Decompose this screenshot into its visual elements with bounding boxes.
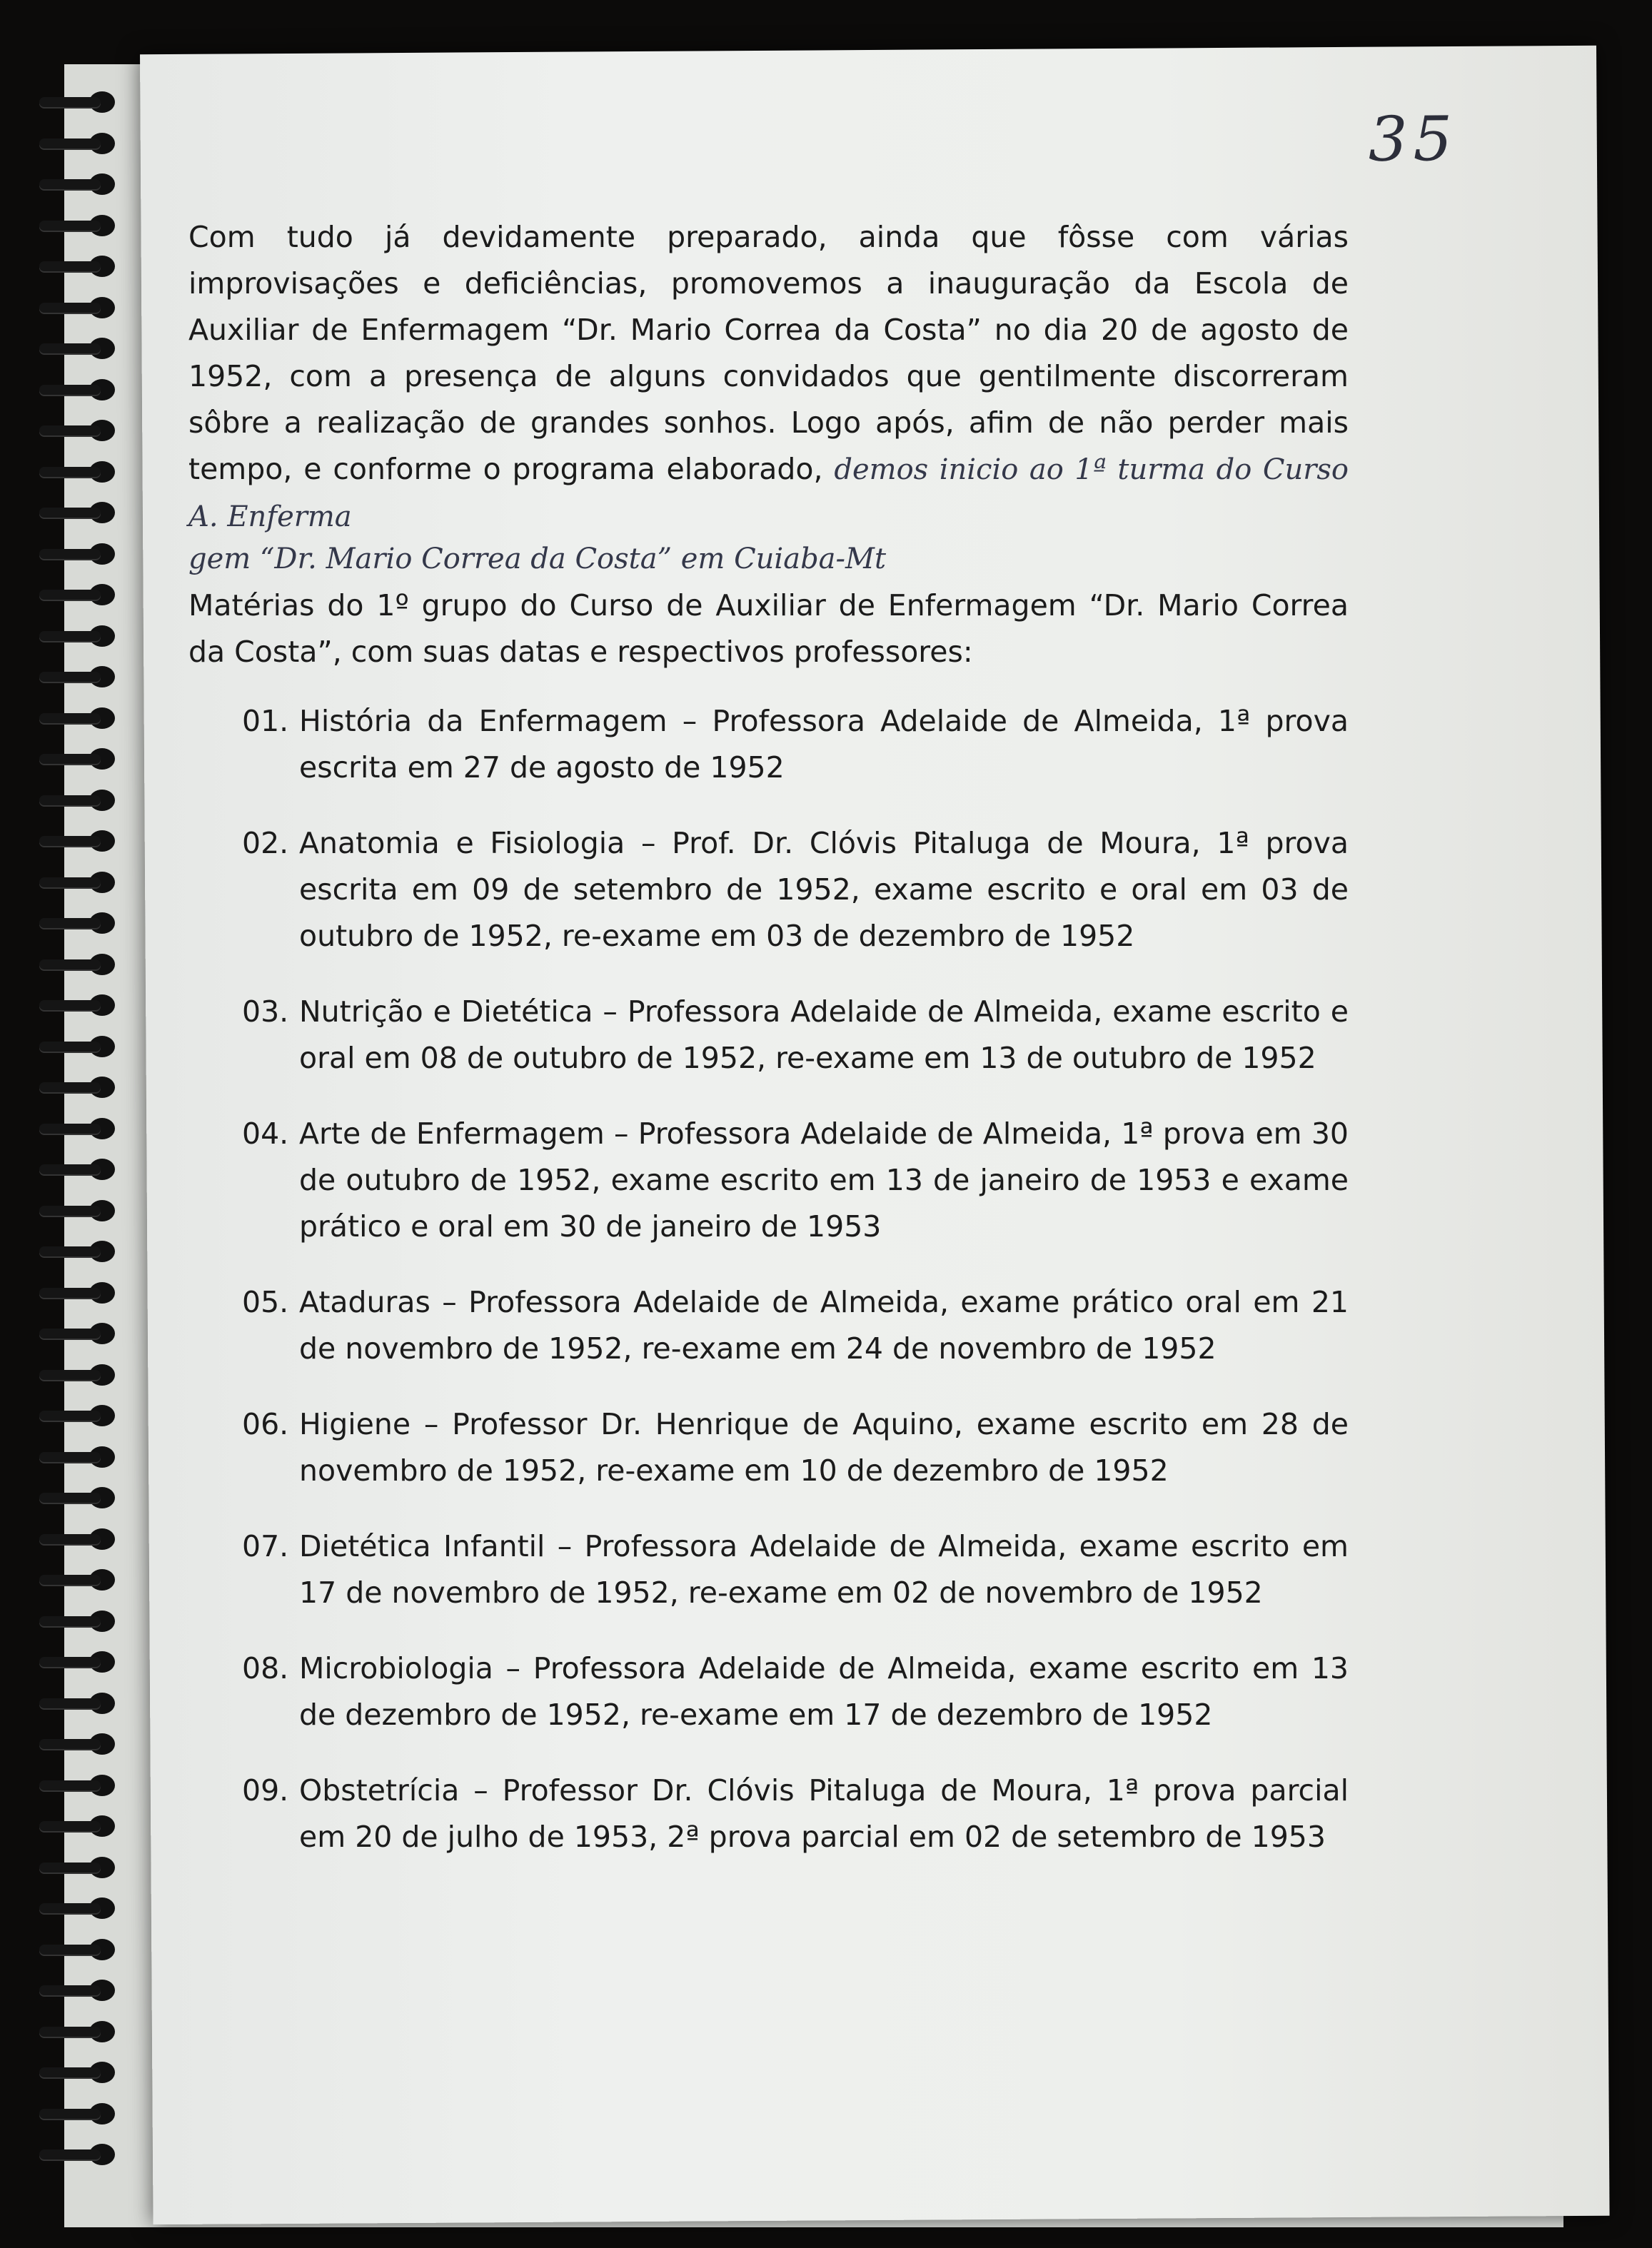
binding-ring: [39, 907, 118, 938]
binding-ring: [39, 168, 118, 199]
binding-ring: [39, 1235, 118, 1266]
item-text: Microbiologia – Professora Adelaide de Almeida, exame escrito em 13 de dezembro de 1952, re-exame em 17 de dezembro de 1952: [299, 1651, 1349, 1732]
page-body: [188, 214, 1349, 1890]
intro-paragraph: [188, 214, 1349, 583]
item-number: 01.: [242, 704, 289, 738]
subjects-intro: Matérias do 1º grupo do Curso de Auxiliar de Enfermagem “Dr. Mario Correa da Costa”, com suas datas e respectivos professores:: [188, 588, 1349, 669]
item-text: Obstetrícia – Professor Dr. Clóvis Pitaluga de Moura, 1ª prova parcial em 20 de julho de 1953, 2ª prova parcial em 02 de setembro de 1953: [299, 1773, 1349, 1854]
binding-ring: [39, 1317, 118, 1349]
spiral-binding: [39, 86, 125, 2192]
page-number: 35: [1368, 103, 1459, 176]
item-number: 04.: [242, 1117, 289, 1151]
item-text: Dietética Infantil – Professora Adelaide de Almeida, exame escrito em 17 de novembro de 1952, re-exame em 02 de novembro de 1952: [299, 1529, 1349, 1610]
binding-ring: [39, 1769, 118, 1800]
binding-ring: [39, 538, 118, 569]
item-number: 05.: [242, 1285, 289, 1319]
binding-ring: [39, 1974, 118, 2005]
binding-ring: [39, 1441, 118, 1472]
binding-ring: [39, 1153, 118, 1184]
item-number: 06.: [242, 1407, 289, 1441]
binding-ring: [39, 1892, 118, 1923]
item-number: 02.: [242, 826, 289, 860]
binding-ring: [39, 1810, 118, 1841]
binding-ring: [39, 1112, 118, 1144]
binding-ring: [39, 86, 118, 117]
binding-ring: [39, 2056, 118, 2087]
binding-ring: [39, 578, 118, 610]
item-text: Nutrição e Dietética – Professora Adelaide de Almeida, exame escrito e oral em 08 de outubro de 1952, re-exame em 13 de outubro de 1952: [299, 994, 1349, 1075]
binding-ring: [39, 291, 118, 323]
binding-ring: [39, 2097, 118, 2129]
binding-ring: [39, 866, 118, 897]
binding-ring: [39, 660, 118, 692]
item-text: Higiene – Professor Dr. Henrique de Aquino, exame escrito em 28 de novembro de 1952, re-exame em 10 de dezembro de 1952: [299, 1407, 1349, 1488]
binding-ring: [39, 948, 118, 979]
binding-ring: [39, 1728, 118, 1759]
item-text: Arte de Enfermagem – Professora Adelaide de Almeida, 1ª prova em 30 de outubro de 1952, exame escrito em 13 de janeiro de 1953 e exame prático e oral em 30 de janeiro de 1953: [299, 1117, 1349, 1244]
binding-ring: [39, 1030, 118, 1062]
item-number: 07.: [242, 1529, 289, 1563]
list-item: [188, 1111, 1349, 1250]
binding-ring: [39, 1194, 118, 1226]
binding-ring: [39, 127, 118, 158]
list-item: [188, 1645, 1349, 1738]
binding-ring: [39, 1687, 118, 1718]
binding-ring: [39, 1563, 118, 1595]
binding-ring: [39, 1645, 118, 1677]
binding-ring: [39, 620, 118, 651]
binding-ring: [39, 414, 118, 445]
binding-ring: [39, 1523, 118, 1554]
binding-ring: [39, 1933, 118, 1965]
list-item: [188, 820, 1349, 959]
item-text: História da Enfermagem – Professora Adelaide de Almeida, 1ª prova escrita em 27 de agosto de 1952: [299, 704, 1349, 785]
handwritten-annotation-line-1: demos inicio ao 1ª turma do Curso A. Enferma: [188, 453, 1349, 533]
binding-ring: [39, 1481, 118, 1513]
item-number: 08.: [242, 1651, 289, 1685]
binding-ring: [39, 1399, 118, 1431]
item-text: Anatomia e Fisiologia – Prof. Dr. Clóvis Pitaluga de Moura, 1ª prova escrita em 09 de setembro de 1952, exame escrito e oral em 03 de outubro de 1952, re-exame em 03 de dezembro de 1952: [299, 826, 1349, 953]
item-text: Ataduras – Professora Adelaide de Almeida, exame prático oral em 21 de novembro de 1952, re-exame em 24 de novembro de 1952: [299, 1285, 1349, 1366]
binding-ring: [39, 1851, 118, 1882]
item-number: 03.: [242, 994, 289, 1029]
binding-ring: [39, 209, 118, 241]
binding-ring: [39, 702, 118, 733]
binding-ring: [39, 989, 118, 1020]
binding-ring: [39, 455, 118, 487]
binding-ring: [39, 1276, 118, 1308]
binding-ring: [39, 2015, 118, 2047]
binding-ring: [39, 332, 118, 363]
list-item: [188, 698, 1349, 791]
binding-ring: [39, 1359, 118, 1390]
subjects-list: [188, 698, 1349, 1860]
handwritten-annotation-line-2: gem “Dr. Mario Correa da Costa” em Cuiaba-Mt: [188, 543, 887, 575]
intro-text: Com tudo já devidamente preparado, ainda que fôsse com várias improvisações e deficiências, promovemos a inauguração da Escola de Auxiliar de Enfermagem “Dr. Mario Correa da Costa” no dia 20 de agosto de 1952, com a presença de alguns convidados que gentilmente discorreram sôbre a realização de grandes sonhos. Logo após, afim de não perder mais tempo, e conforme o programa elaborado,: [188, 220, 1349, 486]
binding-ring: [39, 250, 118, 281]
binding-ring: [39, 2138, 118, 2169]
binding-ring: [39, 373, 118, 405]
item-number: 09.: [242, 1773, 289, 1808]
binding-ring: [39, 825, 118, 856]
list-item: [188, 1768, 1349, 1860]
binding-ring: [39, 784, 118, 815]
binding-ring: [39, 496, 118, 528]
binding-ring: [39, 742, 118, 774]
list-item: [188, 1523, 1349, 1616]
list-item: [188, 1401, 1349, 1494]
binding-ring: [39, 1071, 118, 1102]
binding-ring: [39, 1605, 118, 1636]
list-item: [188, 989, 1349, 1082]
list-item: [188, 1279, 1349, 1372]
